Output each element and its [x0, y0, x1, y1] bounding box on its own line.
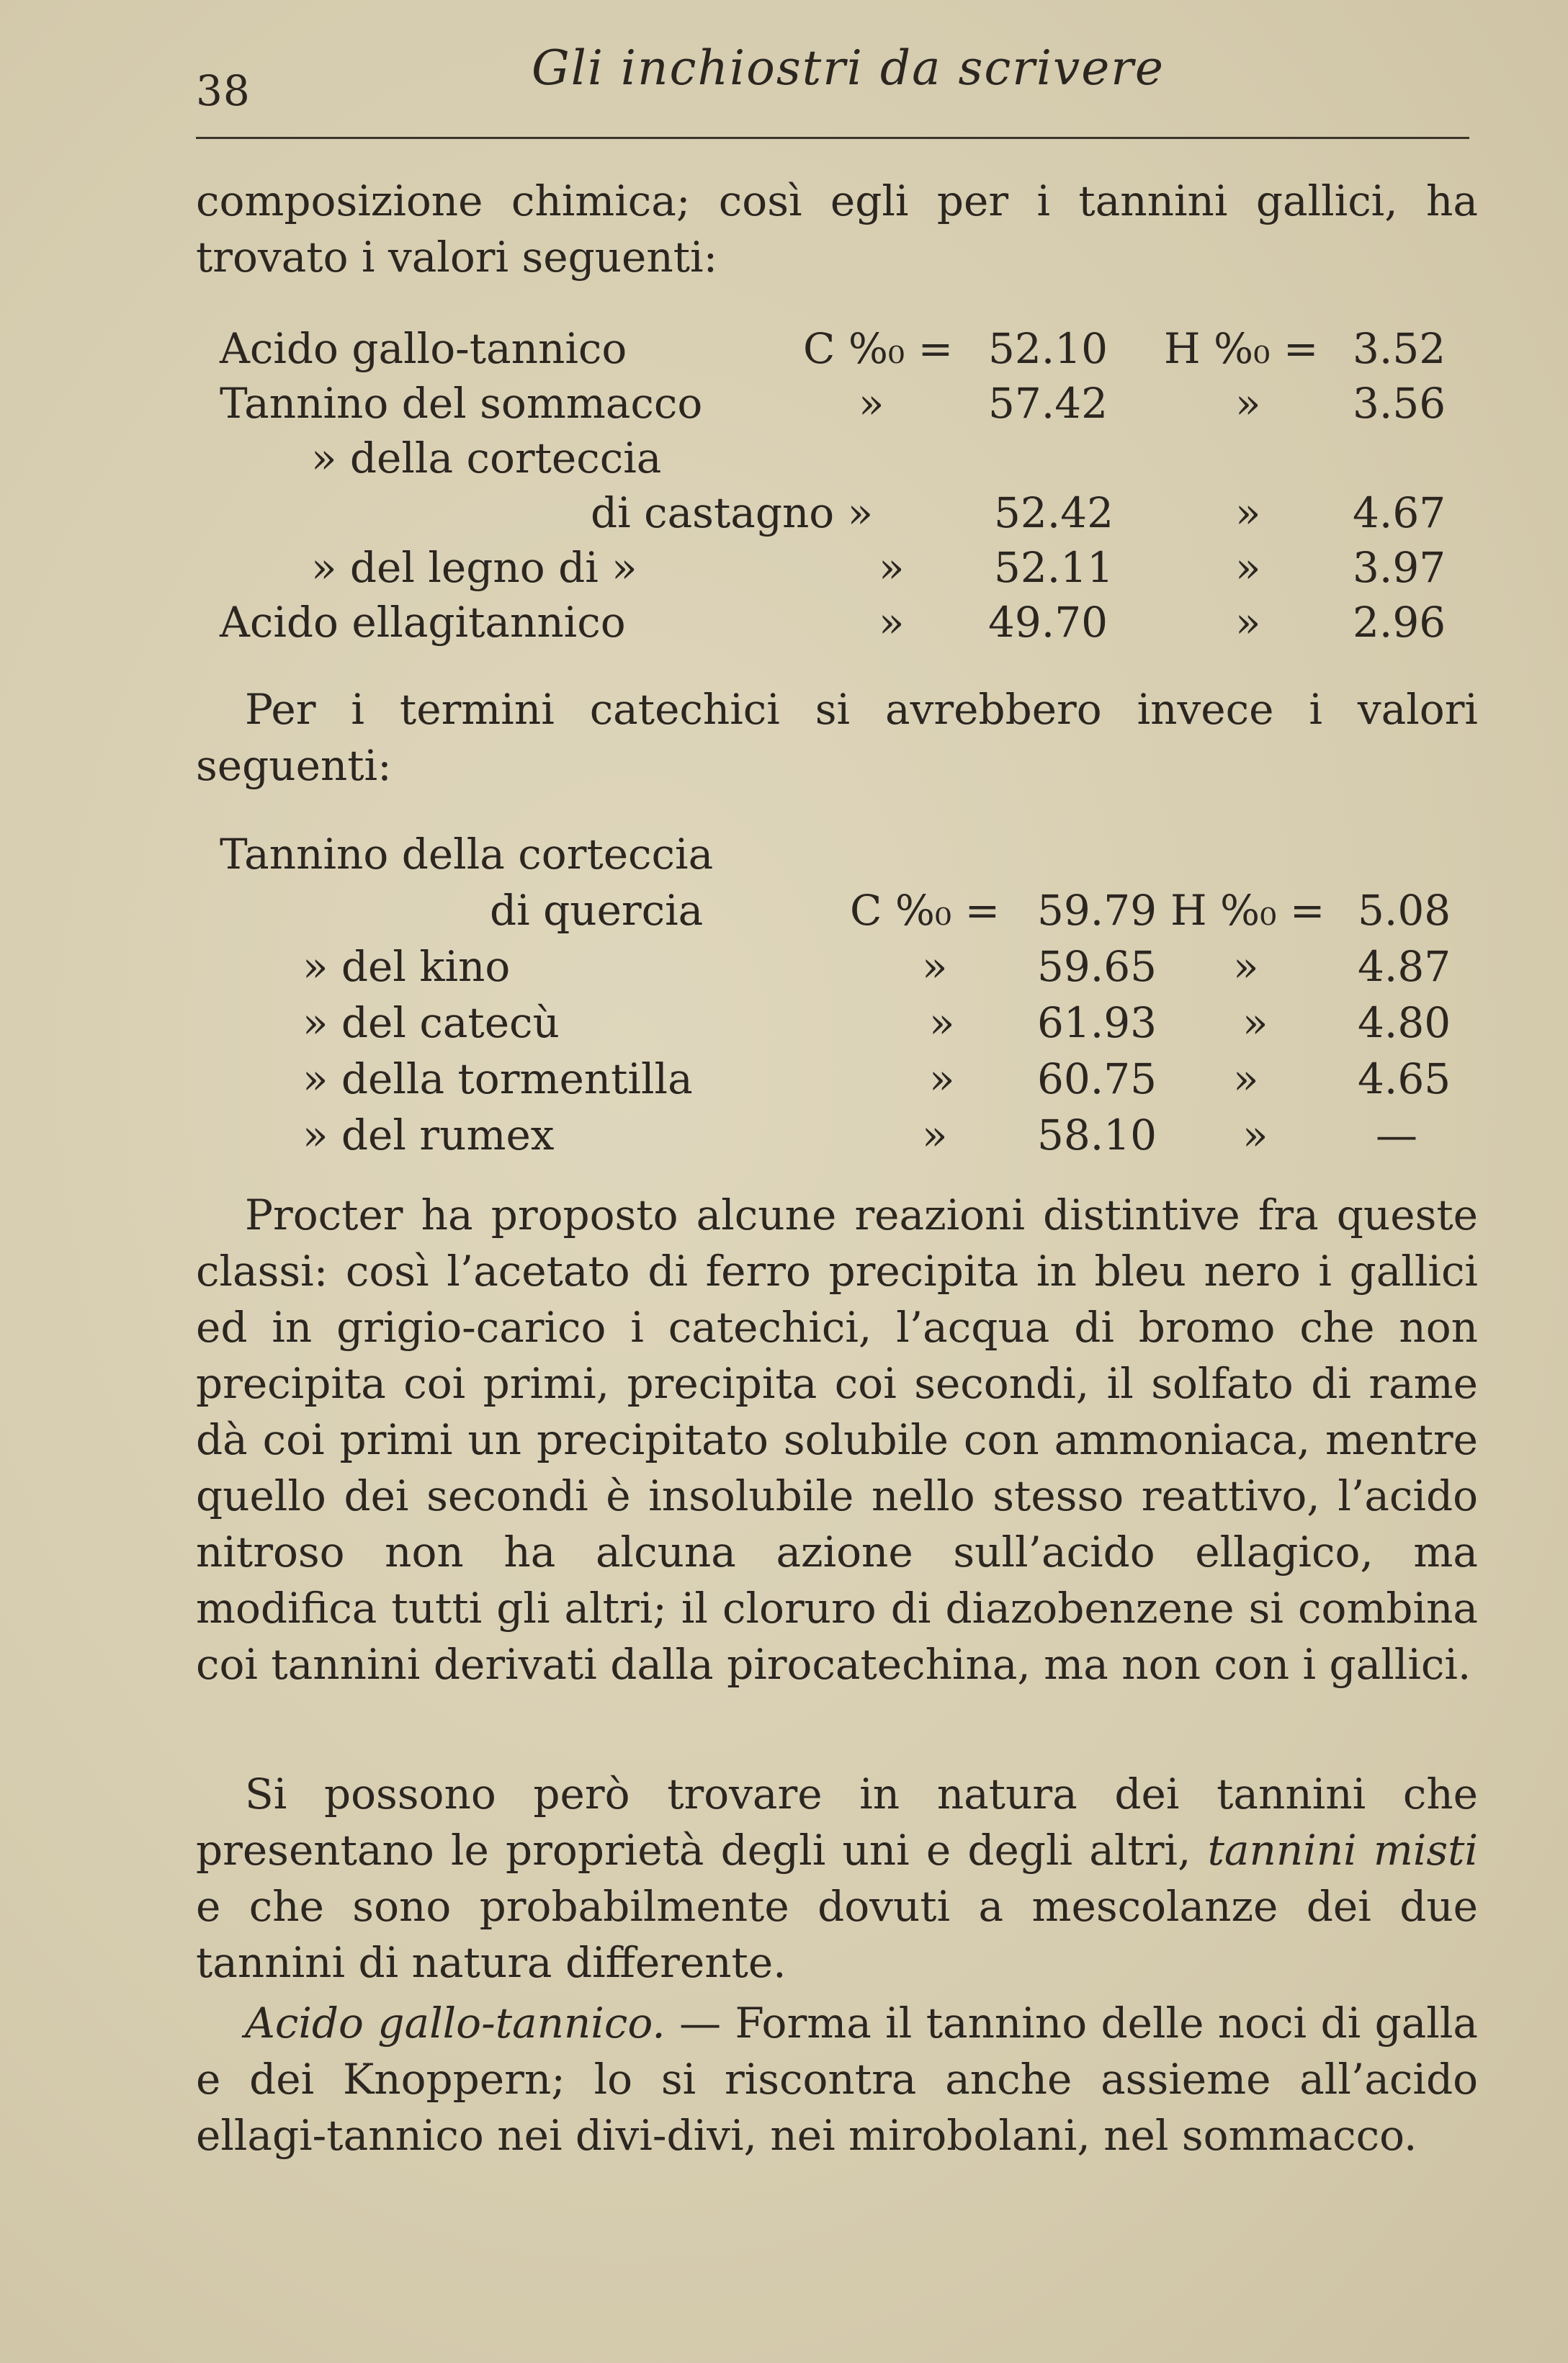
table-c-value: 52.42 — [994, 488, 1114, 537]
table-c-label: C %₀ = — [850, 886, 1000, 935]
paragraph-gallotannic-acid — [196, 1995, 1478, 2164]
table-c-label: C %₀ = — [803, 324, 954, 373]
table-row-name: Tannino della corteccia — [220, 830, 714, 879]
table-c-value: 49.70 — [988, 598, 1108, 647]
table-h-label: » — [1233, 942, 1259, 991]
table-row-name: » del kino — [303, 942, 511, 991]
table-row-name: di quercia — [490, 886, 704, 935]
table-h-label: » — [1242, 1111, 1268, 1160]
table-row-name: » del legno di » — [311, 543, 637, 592]
table-c-value: 61.93 — [1037, 998, 1157, 1047]
table-c-label: » — [879, 598, 905, 647]
table-h-value: 5.08 — [1358, 886, 1451, 935]
page-number: 38 — [196, 66, 251, 115]
table-h-label: » — [1242, 998, 1268, 1047]
table-row-name: » della corteccia — [311, 434, 662, 483]
table-h-value: — — [1376, 1111, 1417, 1160]
table-h-label: H %₀ = — [1170, 886, 1325, 935]
term-tannini-misti: tannini misti — [1207, 1826, 1479, 1875]
table-row-name: Acido ellagitannico — [220, 598, 626, 647]
paragraph-procter: Procter ha proposto alcune reazioni distintive fra queste classi: così l’acetato di ferro precipita in bleu nero i gallici ed in grigio-carico i catechici, l’acqua di bromo che non precipita coi primi, precipita coi secondi, il solfato di rame dà coi primi un precipitato solubile con ammoniaca, mentre quello dei secondi è insolubile nello stesso reattivo, l’acido nitroso non ha alcuna azione sull’acido ellagico, ma modifica tutti gli altri; il cloruro di diazobenzene si combina coi tannini derivati dalla pirocatechina, ma non con i gallici. — [196, 1191, 1478, 1689]
paragraph-mixed-tannins-text-end: e che sono probabilmente dovuti a mescolanze dei due tannini di natura differente. — [196, 1882, 1478, 1987]
running-head — [196, 36, 1469, 144]
table-h-value: 2.96 — [1353, 598, 1446, 647]
table-c-label: » — [929, 998, 955, 1047]
table-h-label: » — [1235, 598, 1261, 647]
table-row-name: di castagno » — [591, 488, 874, 537]
table-c-value: 52.10 — [988, 324, 1108, 373]
table-row-name: » del catecù — [303, 998, 560, 1047]
table-c-label: » — [879, 543, 905, 592]
paragraph-mixed-tannins — [196, 1766, 1478, 1991]
table-c-value: 57.42 — [988, 379, 1108, 428]
table-h-value: 4.80 — [1358, 998, 1451, 1047]
table-c-value: 59.65 — [1037, 942, 1157, 991]
table-h-value: 3.56 — [1353, 379, 1446, 428]
table-h-value: 3.97 — [1353, 543, 1446, 592]
table-h-label: H %₀ = — [1164, 324, 1319, 373]
paragraph-intro: composizione chimica; così egli per i tannini gallici, ha trovato i valori seguenti: — [196, 176, 1478, 282]
paragraph-catechic-intro: Per i termini catechici si avrebbero invece i valori seguenti: — [196, 685, 1478, 790]
table-h-label: » — [1235, 379, 1261, 428]
table-h-value: 3.52 — [1353, 324, 1446, 373]
table-h-value: 4.67 — [1353, 488, 1446, 537]
table-row-name: Acido gallo-tannico — [220, 324, 627, 373]
table-c-value: 59.79 — [1037, 886, 1157, 935]
table-c-value: 52.11 — [994, 543, 1114, 592]
table-h-label: » — [1233, 1054, 1259, 1103]
table-c-value: 58.10 — [1037, 1111, 1157, 1160]
table-c-label: » — [859, 379, 884, 428]
table-h-label: » — [1235, 488, 1261, 537]
table-row-name: » della tormentilla — [303, 1054, 693, 1103]
section-heading-gallotannic: Acido gallo-tannico. — [245, 1999, 666, 2048]
table-c-label: » — [922, 942, 948, 991]
paragraph-gallotannic-text: — Forma il tannino delle noci di galla e dei Knoppern; lo si riscontra anche assieme all’acido ellagi-tannico nei divi-divi, nei mirobolani, nel sommacco. — [196, 1999, 1478, 2160]
table-row-name: Tannino del sommacco — [220, 379, 703, 428]
table-c-label: » — [922, 1111, 948, 1160]
table-h-value: 4.65 — [1358, 1054, 1451, 1103]
table-h-label: » — [1235, 543, 1261, 592]
table-h-value: 4.87 — [1358, 942, 1451, 991]
table-c-label: » — [929, 1054, 955, 1103]
running-title: Gli inchiostri da scrivere — [532, 40, 1165, 96]
table-c-value: 60.75 — [1037, 1054, 1157, 1103]
table-row-name: » del rumex — [303, 1111, 555, 1160]
header-rule — [196, 137, 1469, 139]
paragraph-mixed-tannins-text: Si possono però trovare in natura dei tannini che presentano le proprietà degli uni e degli altri, — [196, 1770, 1478, 1875]
